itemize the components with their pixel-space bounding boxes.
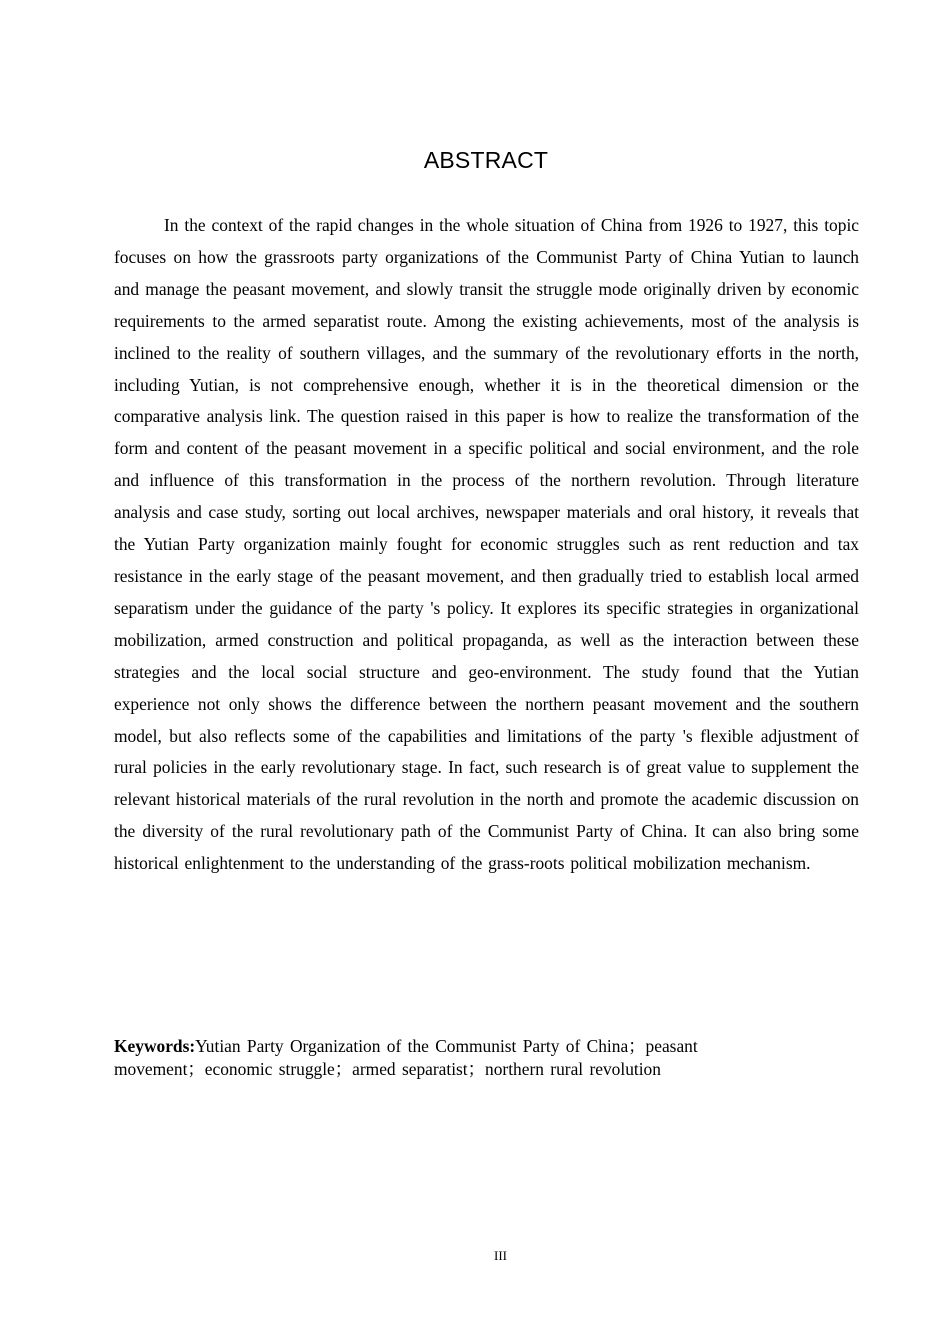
keywords-text: Yutian Party Organization of the Communist Party of China；peasant movement；economic struggle；armed separatist；northern rural revolution bbox=[114, 1036, 698, 1079]
abstract-paragraph: In the context of the rapid changes in the whole situation of China from 1926 to 1927, this topic focuses on how the grassroots party organizations of the Communist Party of China Yutian to launch and manage the peasant movement, and slowly transit the struggle mode originally driven by economic requirements to the armed separatist route. Among the existing achievements, most of the analysis is inclined to the reality of southern villages, and the summary of the revolutionary efforts in the north, including Yutian, is not comprehensive enough, whether it is in the theoretical dimension or the comparative analysis link. The question raised in this paper is how to realize the transformation of the form and content of the peasant movement in a specific political and social environment, and the role and influence of this transformation in the process of the northern revolution. Through literature analysis and case study, sorting out local archives, newspaper materials and oral history, it reveals that the Yutian Party organization mainly fought for economic struggles such as rent reduction and tax resistance in the early stage of the peasant movement, and then gradually tried to establish local armed separatism under the guidance of the party 's policy. It explores its specific strategies in organizational mobilization, armed construction and political propaganda, as well as the interaction between these strategies and the local social structure and geo-environment. The study found that the Yutian experience not only shows the difference between the northern peasant movement and the southern model, but also reflects some of the capabilities and limitations of the party 's flexible adjustment of rural policies in the early revolutionary stage. In fact, such research is of great value to supplement the relevant historical materials of the rural revolution in the north and promote the academic discussion on the diversity of the rural revolutionary path of the Communist Party of China. It can also bring some historical enlightenment to the understanding of the grass-roots political mobilization mechanism. bbox=[114, 215, 859, 874]
abstract-title: ABSTRACT bbox=[423, 147, 549, 173]
keywords-label: Keywords: bbox=[114, 1036, 196, 1056]
page-number: III bbox=[494, 1248, 507, 1263]
keywords-section bbox=[114, 1035, 794, 1081]
